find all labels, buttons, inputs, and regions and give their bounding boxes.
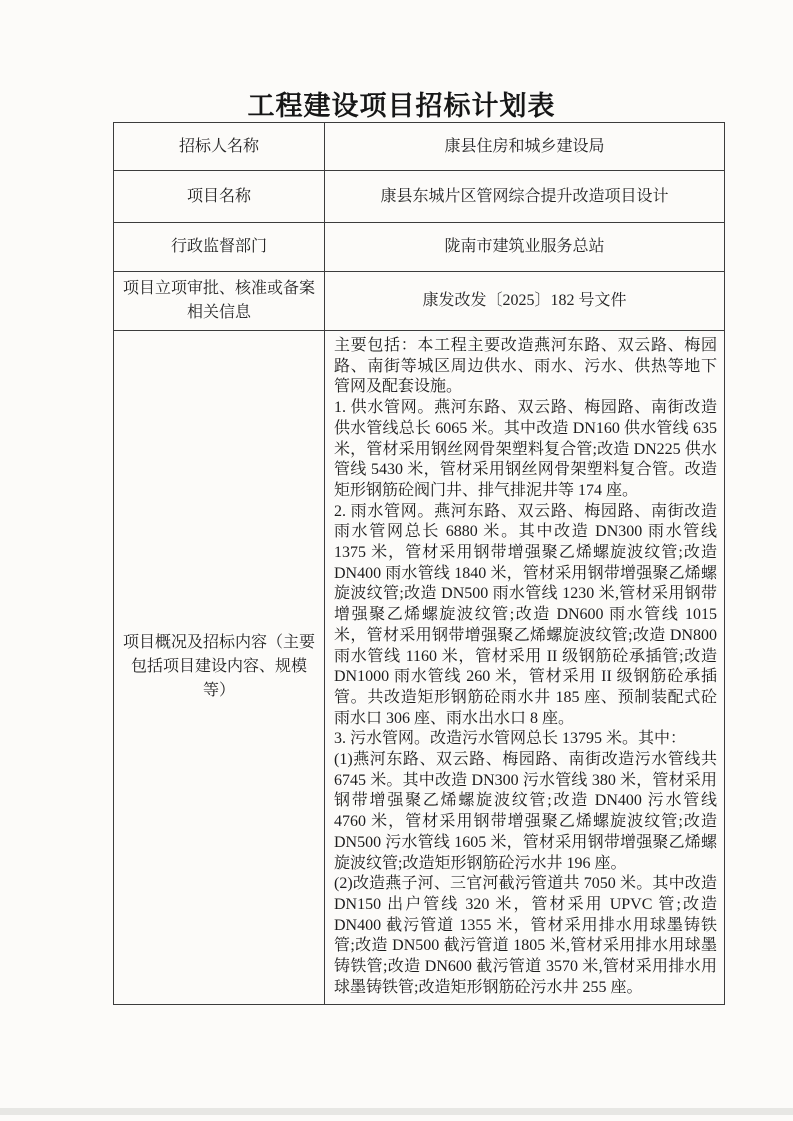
project-name-label: 项目名称 — [114, 171, 325, 223]
bidding-plan-table — [113, 122, 725, 1005]
table-row-bidder-name — [114, 123, 725, 171]
overview-paragraph-sewage-2: (2)改造燕子河、三官河截污管道共 7050 米。其中改造 DN150 出户管线 320 米，管材采用 UPVC 管;改造 DN400 截污管道 1355 米，管材采用排水用球墨铸铁管;改造 DN500 截污管道 1805 米,管材采用排水用球墨铸铁管;改造 DN600 截污管道 3570 米,管材采用排水用球墨铸铁管;改造矩形钢筋砼污水井 255 座。 — [334, 875, 717, 996]
overview-paragraph-intro: 主要包括：本工程主要改造燕河东路、双云路、梅园路、南街等城区周边供水、雨水、污水、供热等地下管网及配套设施。 — [334, 337, 717, 396]
table-row-project-name — [114, 171, 725, 223]
scan-edge-artifact — [0, 1108, 793, 1115]
table-row-supervision-dept — [114, 223, 725, 272]
bidder-name-value: 康县住房和城乡建设局 — [325, 123, 725, 171]
project-name-value: 康县东城片区管网综合提升改造项目设计 — [325, 171, 725, 223]
table-row-project-overview — [114, 331, 725, 1005]
supervision-dept-value: 陇南市建筑业服务总站 — [325, 223, 725, 272]
approval-info-label: 项目立项审批、核准或备案相关信息 — [114, 272, 325, 331]
project-overview-label: 项目概况及招标内容（主要包括项目建设内容、规模等） — [114, 331, 325, 1005]
overview-paragraph-water-supply: 1. 供水管网。燕河东路、双云路、梅园路、南街改造供水管线总长 6065 米。其中改造 DN160 供水管线 635 米，管材采用钢丝网骨架塑料复合管;改造 DN225 供水管线 5430 米，管材采用钢丝网骨架塑料复合管。改造矩形钢筋砼阀门井、排气排泥井等 174 座。 — [334, 399, 717, 499]
project-overview-value — [325, 331, 725, 1005]
page-title: 工程建设项目招标计划表 — [247, 91, 556, 121]
bidder-name-label: 招标人名称 — [114, 123, 325, 171]
overview-paragraph-sewage-1: (1)燕河东路、双云路、梅园路、南街改造污水管线共 6745 米。其中改造 DN300 污水管线 380 米，管材采用钢带增强聚乙烯螺旋波纹管;改造 DN400 污水管线 4760 米，管材采用钢带增强聚乙烯螺旋波纹管;改造 DN500 污水管线 1605 米，管材采用钢带增强聚乙烯螺旋波纹管;改造矩形钢筋砼污水井 196 座。 — [334, 751, 717, 872]
overview-paragraph-rainwater: 2. 雨水管网。燕河东路、双云路、梅园路、南街改造雨水管网总长 6880 米。其中改造 DN300 雨水管线 1375 米，管材采用钢带增强聚乙烯螺旋波纹管;改造 DN400 雨水管线 1840 米，管材采用钢带增强聚乙烯螺旋波纹管;改造 DN500 雨水管线 1230 米,管材采用钢带增强聚乙烯螺旋波纹管;改造 DN600 雨水管线 1015 米，管材采用钢带增强聚乙烯螺旋波纹管;改造 DN800 雨水管线 1160 米，管材采用 II 级钢筋砼承插管;改造 DN1000 雨水管线 260 米，管材采用 II 级钢筋砼承插管。共改造矩形钢筋砼雨水井 185 座、预制装配式砼雨水口 306 座、雨水出水口 8 座。 — [334, 502, 717, 727]
approval-info-value: 康发改发〔2025〕182 号文件 — [325, 272, 725, 331]
table-row-approval-info — [114, 272, 725, 331]
supervision-dept-label: 行政监督部门 — [114, 223, 325, 272]
overview-paragraph-sewage-heading: 3. 污水管网。改造污水管网总长 13795 米。其中： — [334, 730, 687, 748]
